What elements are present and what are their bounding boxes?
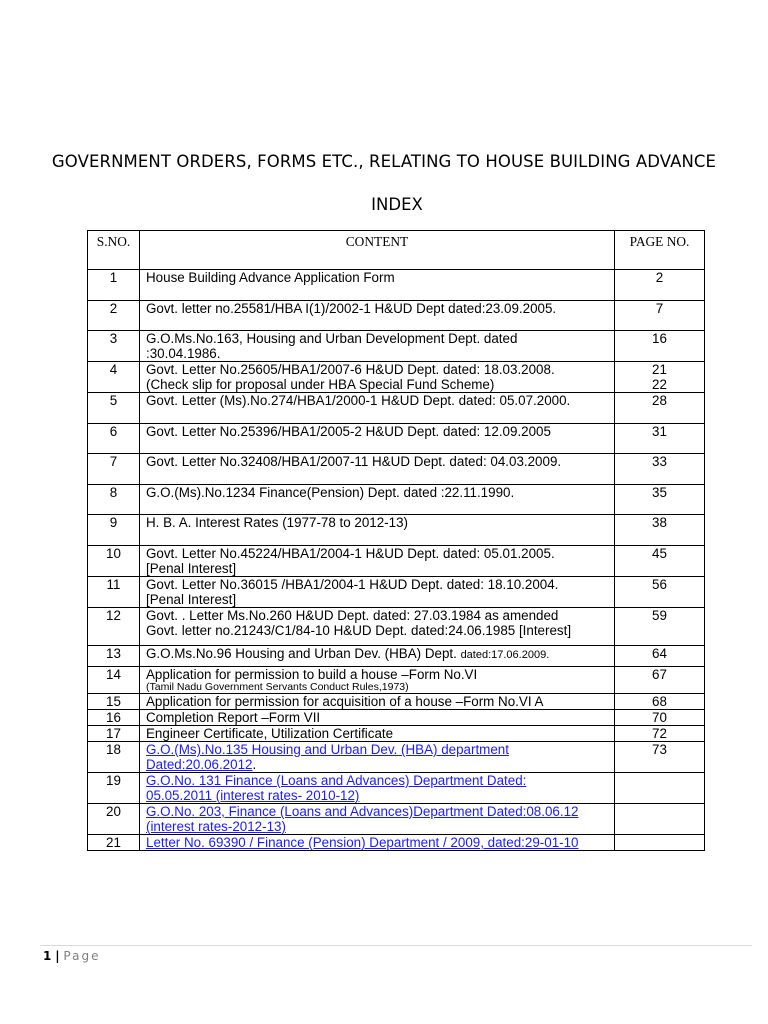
header-content: CONTENT <box>140 231 615 270</box>
content-note: (Tamil Nadu Government Servants Conduct Rules,1973) <box>146 681 409 693</box>
index-table <box>87 230 705 851</box>
link-line: G.O.No. 131 Finance (Loans and Advances) Department Dated: <box>146 773 527 788</box>
row-content <box>140 608 615 646</box>
content-text: G.O.Ms.No.96 Housing and Urban Dev. (HBA) Dept. <box>146 646 461 661</box>
row-page <box>615 362 705 393</box>
row-sno: 14 <box>88 667 140 694</box>
link-line: G.O.(Ms).No.135 Housing and Urban Dev. (HBA) department <box>146 742 509 757</box>
row-sno: 12 <box>88 608 140 646</box>
table-row <box>88 393 705 424</box>
table-row <box>88 362 705 393</box>
row-page: 67 <box>615 667 705 694</box>
row-content: H. B. A. Interest Rates (1977-78 to 2012-13) <box>140 515 615 546</box>
content-line: [Penal Interest] <box>146 561 237 576</box>
table-row <box>88 742 705 773</box>
row-page: 70 <box>615 710 705 726</box>
table-row <box>88 546 705 577</box>
document-subtitle: INDEX <box>371 195 423 214</box>
footer-page-number: 1 <box>43 949 52 963</box>
content-line: Govt. Letter No.45224/HBA1/2004-1 H&UD Dept. dated: 05.01.2005. <box>146 546 555 561</box>
content-line: G.O.Ms.No.163, Housing and Urban Development Dept. dated <box>146 331 518 346</box>
row-page: 68 <box>615 694 705 710</box>
content-line: Govt. . Letter Ms.No.260 H&UD Dept. dated: 27.03.1984 as amended <box>146 608 559 623</box>
row-sno: 11 <box>88 577 140 608</box>
footer-separator: | <box>55 949 60 963</box>
table-row <box>88 515 705 546</box>
content-line: Govt. letter no.21243/C1/84-10 H&UD Dept. dated:24.06.1985 [Interest] <box>146 623 572 638</box>
table-row <box>88 424 705 454</box>
row-page: 7 <box>615 301 705 331</box>
content-date: dated:17.06.2009. <box>460 649 550 661</box>
link-line: Dated:20.06.2012 <box>146 757 253 772</box>
page-line: 21 <box>652 362 667 377</box>
go-203-link[interactable] <box>146 804 578 834</box>
link-line: 05.05.2011 (interest rates- 2010-12) <box>146 788 360 803</box>
row-content: Completion Report –Form VII <box>140 710 615 726</box>
row-sno: 15 <box>88 694 140 710</box>
row-content: Govt. Letter (Ms).No.274/HBA1/2000-1 H&UD Dept. dated: 05.07.2000. <box>140 393 615 424</box>
row-sno: 19 <box>88 773 140 804</box>
table-row <box>88 804 705 835</box>
row-page: 56 <box>615 577 705 608</box>
row-sno: 17 <box>88 726 140 742</box>
table-row <box>88 694 705 710</box>
page-footer <box>43 949 100 963</box>
go-135-link[interactable] <box>146 742 509 772</box>
row-sno: 10 <box>88 546 140 577</box>
footer-page-word: Page <box>63 949 101 963</box>
page-line: 22 <box>652 377 667 392</box>
header-page: PAGE NO. <box>615 231 705 270</box>
link-line: G.O.No. 203, Finance (Loans and Advances)Department Dated:08.06.12 <box>146 804 579 819</box>
row-content: G.O.(Ms).No.1234 Finance(Pension) Dept. dated :22.11.1990. <box>140 485 615 515</box>
row-content <box>140 577 615 608</box>
link-line: (interest rates-2012-13) <box>146 819 286 834</box>
row-sno: 18 <box>88 742 140 773</box>
table-row <box>88 301 705 331</box>
row-content: Govt. Letter No.32408/HBA1/2007-11 H&UD Dept. dated: 04.03.2009. <box>140 454 615 485</box>
row-sno: 21 <box>88 835 140 851</box>
row-page: 28 <box>615 393 705 424</box>
table-row <box>88 608 705 646</box>
row-content: Govt. Letter No.25396/HBA1/2005-2 H&UD Dept. dated: 12.09.2005 <box>140 424 615 454</box>
row-page: 16 <box>615 331 705 362</box>
go-131-link[interactable] <box>146 773 526 803</box>
row-content <box>140 362 615 393</box>
row-content <box>140 742 615 773</box>
row-sno: 9 <box>88 515 140 546</box>
row-sno: 2 <box>88 301 140 331</box>
row-sno: 8 <box>88 485 140 515</box>
letter-69390-link[interactable]: Letter No. 69390 / Finance (Pension) Department / 2009, dated:29-01-10 <box>146 835 579 850</box>
table-header-row <box>88 231 705 270</box>
content-line: (Check slip for proposal under HBA Special Fund Scheme) <box>146 377 495 392</box>
row-page: 38 <box>615 515 705 546</box>
row-page: 2 <box>615 270 705 301</box>
content-line: Govt. Letter No.36015 /HBA1/2004-1 H&UD Dept. dated: 18.10.2004. <box>146 577 559 592</box>
table-row <box>88 726 705 742</box>
table-row <box>88 577 705 608</box>
row-page: 64 <box>615 646 705 667</box>
row-page: 35 <box>615 485 705 515</box>
table-row <box>88 485 705 515</box>
row-sno: 1 <box>88 270 140 301</box>
row-content <box>140 667 615 694</box>
row-sno: 3 <box>88 331 140 362</box>
row-sno: 6 <box>88 424 140 454</box>
content-line: :30.04.1986. <box>146 346 221 361</box>
table-row <box>88 646 705 667</box>
table-row <box>88 270 705 301</box>
row-page: 59 <box>615 608 705 646</box>
row-sno: 5 <box>88 393 140 424</box>
row-sno: 13 <box>88 646 140 667</box>
row-page <box>615 835 705 851</box>
row-page <box>615 804 705 835</box>
table-row <box>88 710 705 726</box>
table-row <box>88 331 705 362</box>
row-content: Engineer Certificate, Utilization Certificate <box>140 726 615 742</box>
table-row <box>88 454 705 485</box>
row-page: 33 <box>615 454 705 485</box>
row-content <box>140 773 615 804</box>
content-line: Application for permission to build a house –Form No.VI <box>146 667 478 682</box>
row-page: 31 <box>615 424 705 454</box>
table-row <box>88 667 705 694</box>
row-content: Govt. letter no.25581/HBA I(1)/2002-1 H&UD Dept dated:23.09.2005. <box>140 301 615 331</box>
row-page: 45 <box>615 546 705 577</box>
row-sno: 20 <box>88 804 140 835</box>
content-line: [Penal Interest] <box>146 592 237 607</box>
row-page: 72 <box>615 726 705 742</box>
row-page <box>615 773 705 804</box>
table-row <box>88 835 705 851</box>
footer-divider <box>40 945 752 946</box>
row-page: 73 <box>615 742 705 773</box>
row-sno: 16 <box>88 710 140 726</box>
row-sno: 7 <box>88 454 140 485</box>
row-content <box>140 331 615 362</box>
content-tail: . <box>252 757 257 772</box>
row-content <box>140 835 615 851</box>
table-row <box>88 773 705 804</box>
document-title: GOVERNMENT ORDERS, FORMS ETC., RELATING TO HOUSE BUILDING ADVANCE <box>51 152 717 171</box>
row-content <box>140 546 615 577</box>
content-line: Govt. Letter No.25605/HBA1/2007-6 H&UD Dept. dated: 18.03.2008. <box>146 362 555 377</box>
header-sno: S.NO. <box>88 231 140 270</box>
row-content <box>140 646 615 667</box>
row-content: Application for permission for acquisition of a house –Form No.VI A <box>140 694 615 710</box>
row-sno: 4 <box>88 362 140 393</box>
row-content: House Building Advance Application Form <box>140 270 615 301</box>
row-content <box>140 804 615 835</box>
